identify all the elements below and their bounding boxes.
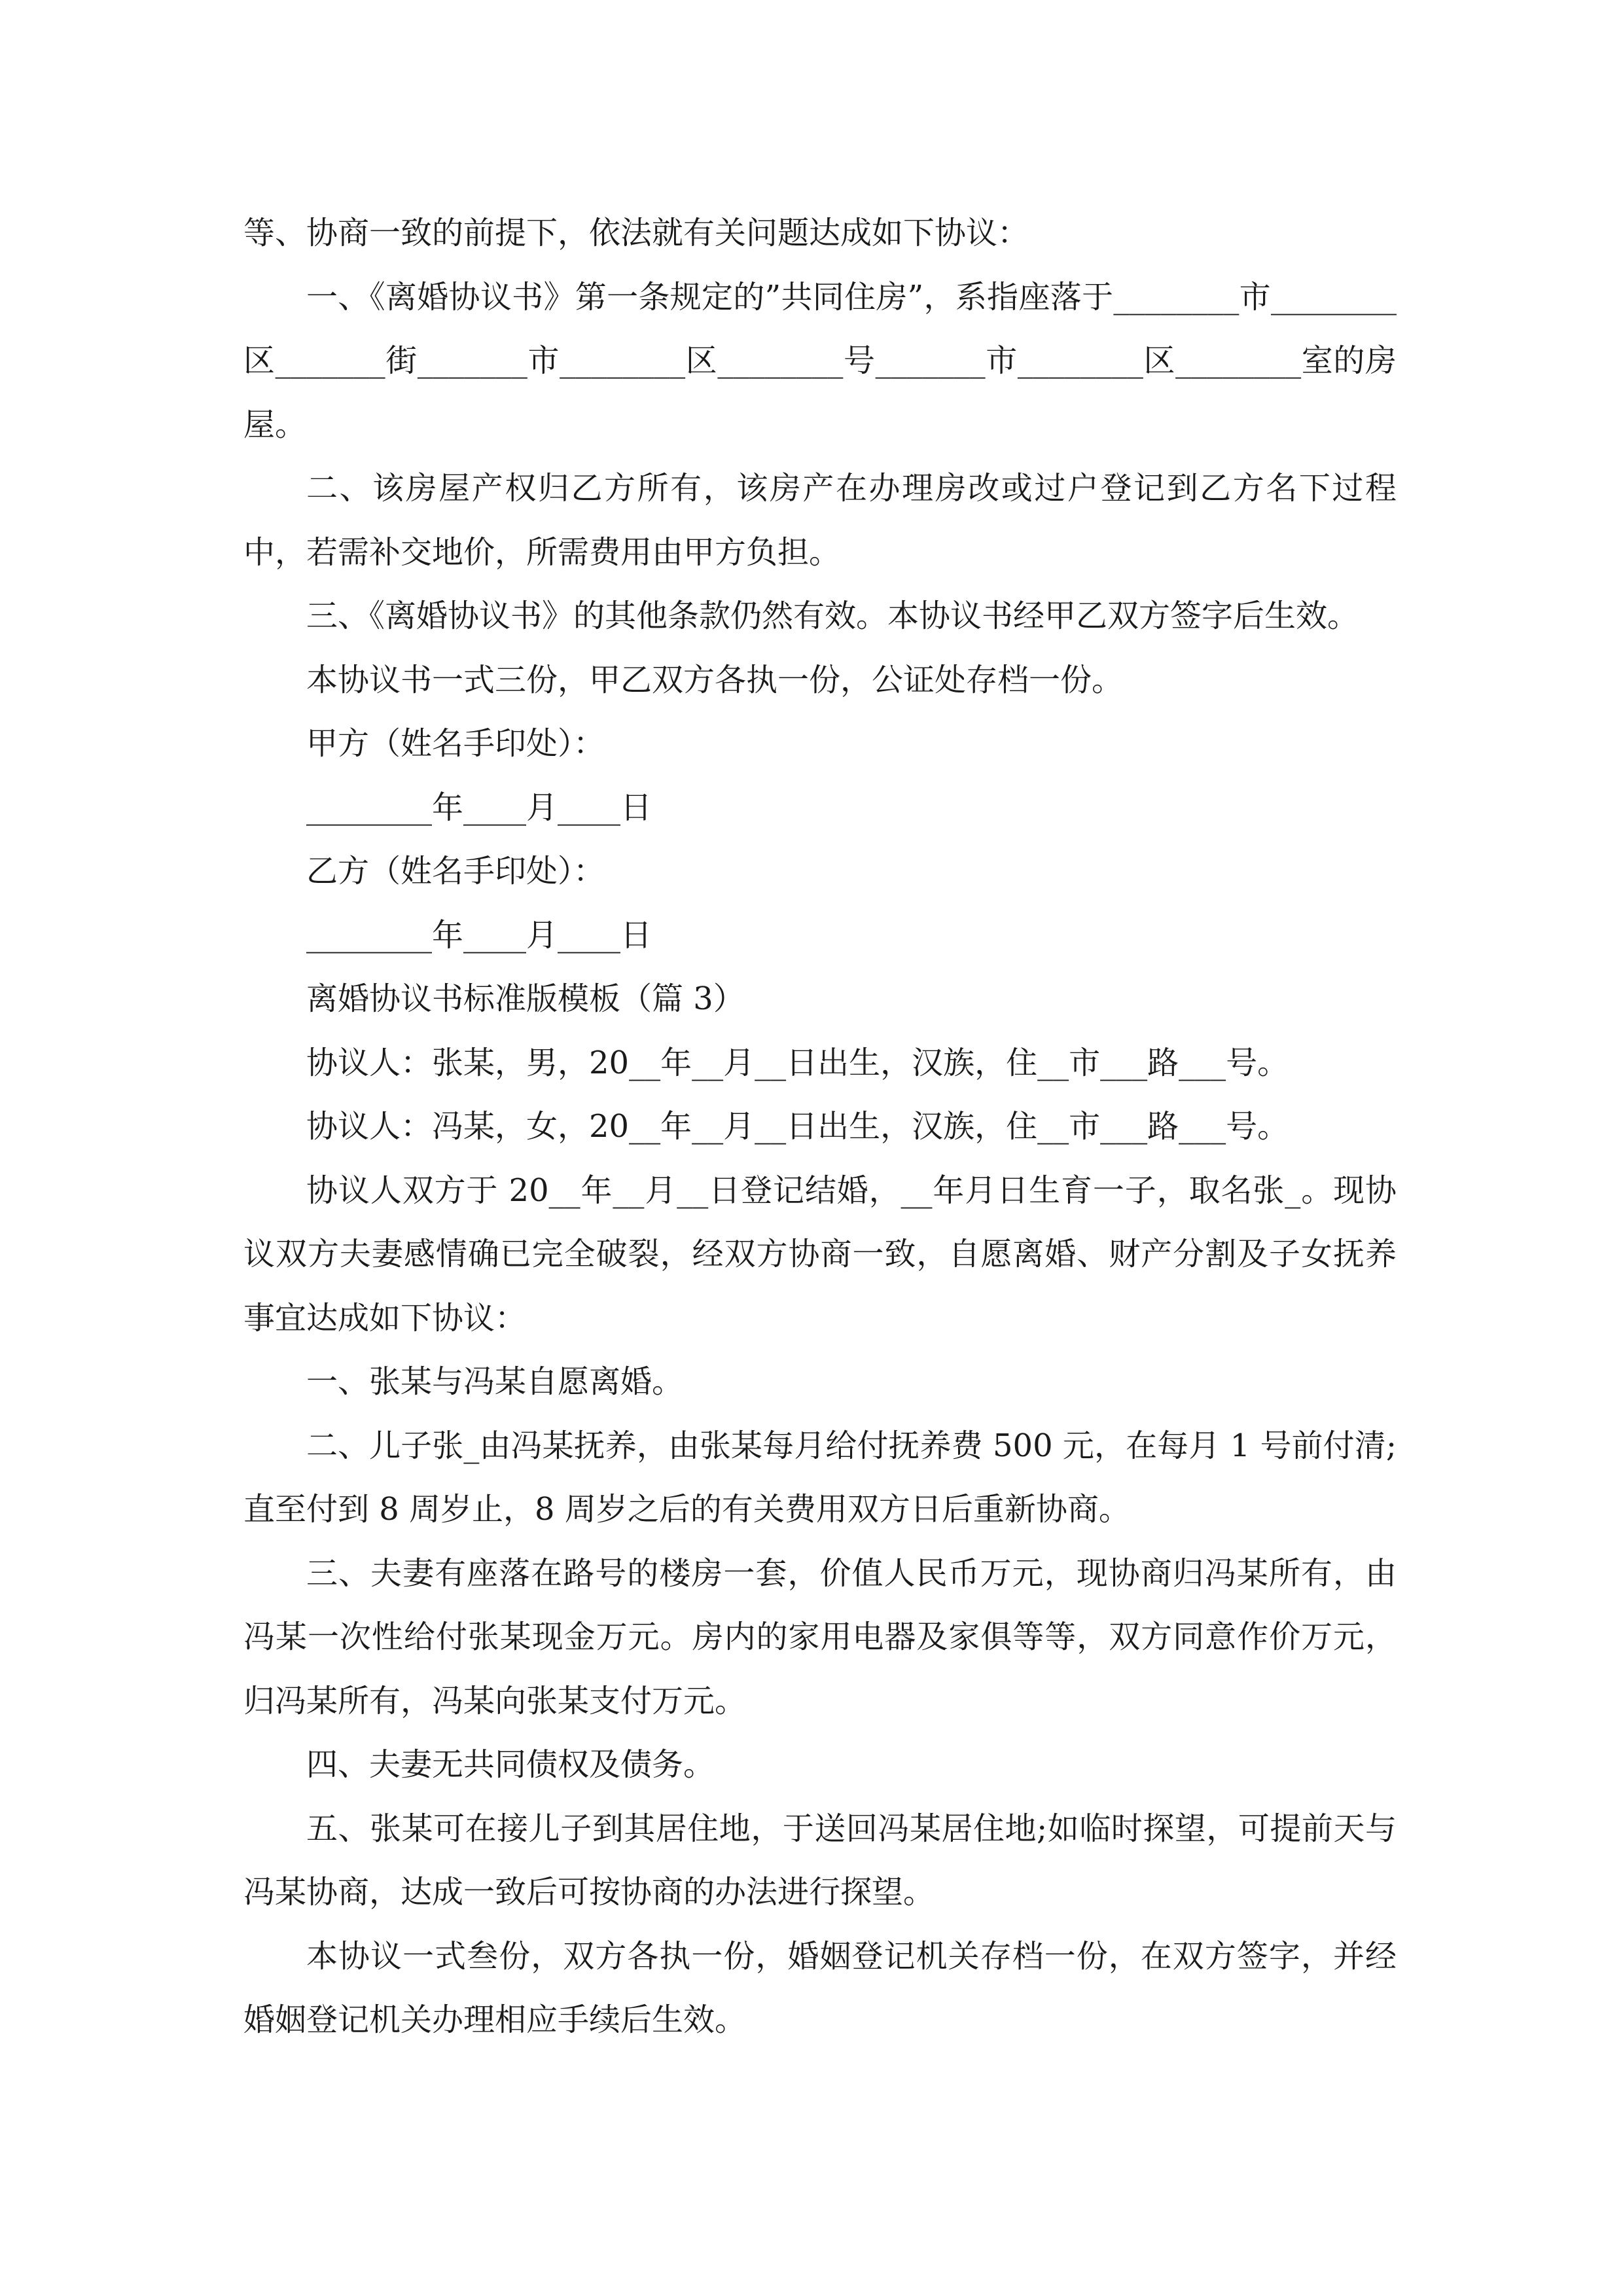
paragraph-effectiveness: 本协议一式叁份，双方各执一份，婚姻登记机关存档一份，在双方签字，并经婚姻登记机关办理相应手续后生效。 <box>243 1937 1397 2038</box>
paragraph-clause-visitation: 五、张某可在接儿子到其居住地，于送回冯某居住地;如临时探望，可提前天与冯某协商，达成一致后可按协商的办法进行探望。 <box>243 1810 1397 1910</box>
paragraph-clause-2-ownership: 二、该房屋产权归乙方所有，该房产在办理房改或过户登记到乙方名下过程中，若需补交地价，所需费用由甲方负担。 <box>243 470 1397 571</box>
paragraph-preamble: 协议人双方于 20__年__月__日登记结婚，__年月日生育一子，取名张_。现协议双方夫妻感情确已完全破裂，经双方协商一致，自愿离婚、财产分割及子女抚养事宜达成如下协议： <box>243 1172 1397 1336</box>
paragraph-clause-property: 三、夫妻有座落在路号的楼房一套，价值人民币万元，现协商归冯某所有，由冯某一次性给付张某现金万元。房内的家用电器及家俱等等，双方同意作价万元，归冯某所有，冯某向张某支付万元。 <box>243 1554 1397 1719</box>
party-a-signature-label: 甲方（姓名手印处）： <box>306 725 605 762</box>
party-a-date-line: ________年____月____日 <box>306 789 652 826</box>
paragraph-clause-child-custody: 二、儿子张_由冯某抚养，由张某每月给付抚养费 500 元，在每月 1 号前付清;直至付到 8 周岁止，8 周岁之后的有关费用双方日后重新协商。 <box>243 1427 1397 1528</box>
party-feng-info: 协议人：冯某，女，20__年__月__日出生，汉族，住__市___路___号。 <box>306 1108 1289 1145</box>
paragraph-clause-divorce: 一、张某与冯某自愿离婚。 <box>306 1363 684 1400</box>
document-body <box>243 202 1397 2053</box>
paragraph-clause-debts: 四、夫妻无共同债权及债务。 <box>306 1746 715 1783</box>
party-zhang-info: 协议人：张某，男，20__年__月__日出生，汉族，住__市___路___号。 <box>306 1044 1289 1081</box>
paragraph-clause-3-validity: 三、《离婚协议书》的其他条款仍然有效。本协议书经甲乙双方签字后生效。 <box>306 598 1359 634</box>
party-b-signature-label: 乙方（姓名手印处）： <box>306 853 605 889</box>
paragraph-clause-1-house-address: 一、《离婚协议书》第一条规定的”共同住房”，系指座落于________市________区_______街_______市________区________号_______市________区________室的房屋。 <box>243 278 1397 443</box>
section-title: 离婚协议书标准版模板（篇 3） <box>306 980 745 1017</box>
party-b-date-line: ________年____月____日 <box>306 916 652 954</box>
paragraph-continuation: 等、协商一致的前提下，依法就有关问题达成如下协议： <box>243 215 1029 251</box>
paragraph-copies: 本协议书一式三份，甲乙双方各执一份，公证处存档一份。 <box>306 661 1124 698</box>
